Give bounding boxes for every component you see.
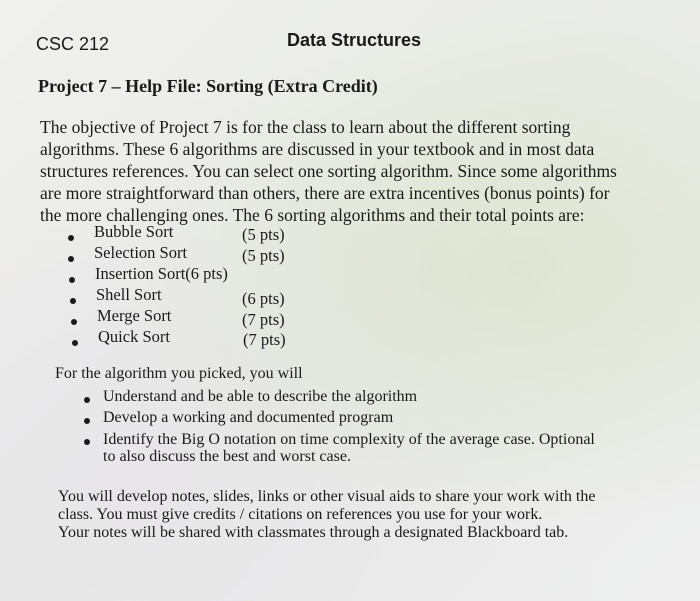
algorithm-name: Bubble Sort [94,222,174,241]
task-item: Understand and be able to describe the algorithm [103,388,418,405]
algorithm-name: Quick Sort [98,327,170,346]
algorithm-name: Selection Sort [94,243,188,262]
bullet-icon [70,298,76,304]
closing-line: Your notes will be shared with classmates through a designated Blackboard tab. [58,524,569,541]
task-item-continued: to also discuss the best and worst case. [103,448,351,465]
bullet-icon [84,418,90,424]
bullet-icon [84,397,90,403]
course-code: CSC 212 [36,34,110,54]
closing-line: class. You must give credits / citations on references you use for your work. [58,506,543,523]
bullet-icon [84,439,90,445]
algorithm-name: Shell Sort [96,285,162,304]
bullet-icon [69,277,75,283]
intro-line: are more straightforward than others, there are extra incentives (bonus points) for [40,183,610,203]
task-item: Identify the Big O notation on time complexity of the average case. Optional [103,431,595,448]
intro-line: structures references. You can select one sorting algorithm. Since some algorithms [40,161,617,181]
task-item: Develop a working and documented program [103,409,394,426]
algorithm-points: (5 pts) [242,225,285,244]
algorithm-name: Merge Sort [97,306,172,325]
bullet-icon [71,319,77,325]
algorithm-name: Insertion Sort(6 pts) [95,264,228,283]
intro-line: the more challenging ones. The 6 sorting algorithms and their total points are: [40,205,585,225]
intro-line: algorithms. These 6 algorithms are discussed in your textbook and in most data [40,139,595,159]
bullet-icon [68,235,74,241]
algorithm-points: (5 pts) [242,246,285,265]
document-title: Project 7 – Help File: Sorting (Extra Credit) [38,76,378,96]
tasks-intro: For the algorithm you picked, you will [55,365,303,382]
course-subject: Data Structures [287,30,422,50]
intro-paragraph [40,116,617,226]
intro-line: The objective of Project 7 is for the class to learn about the different sorting [40,117,571,137]
algorithm-points: (7 pts) [242,310,285,329]
algorithm-points: (6 pts) [242,289,285,308]
bullet-icon [68,256,74,262]
bullet-icon [72,340,78,346]
closing-line: You will develop notes, slides, links or other visual aids to share your work with the [58,488,596,505]
algorithm-points: (7 pts) [243,330,286,349]
